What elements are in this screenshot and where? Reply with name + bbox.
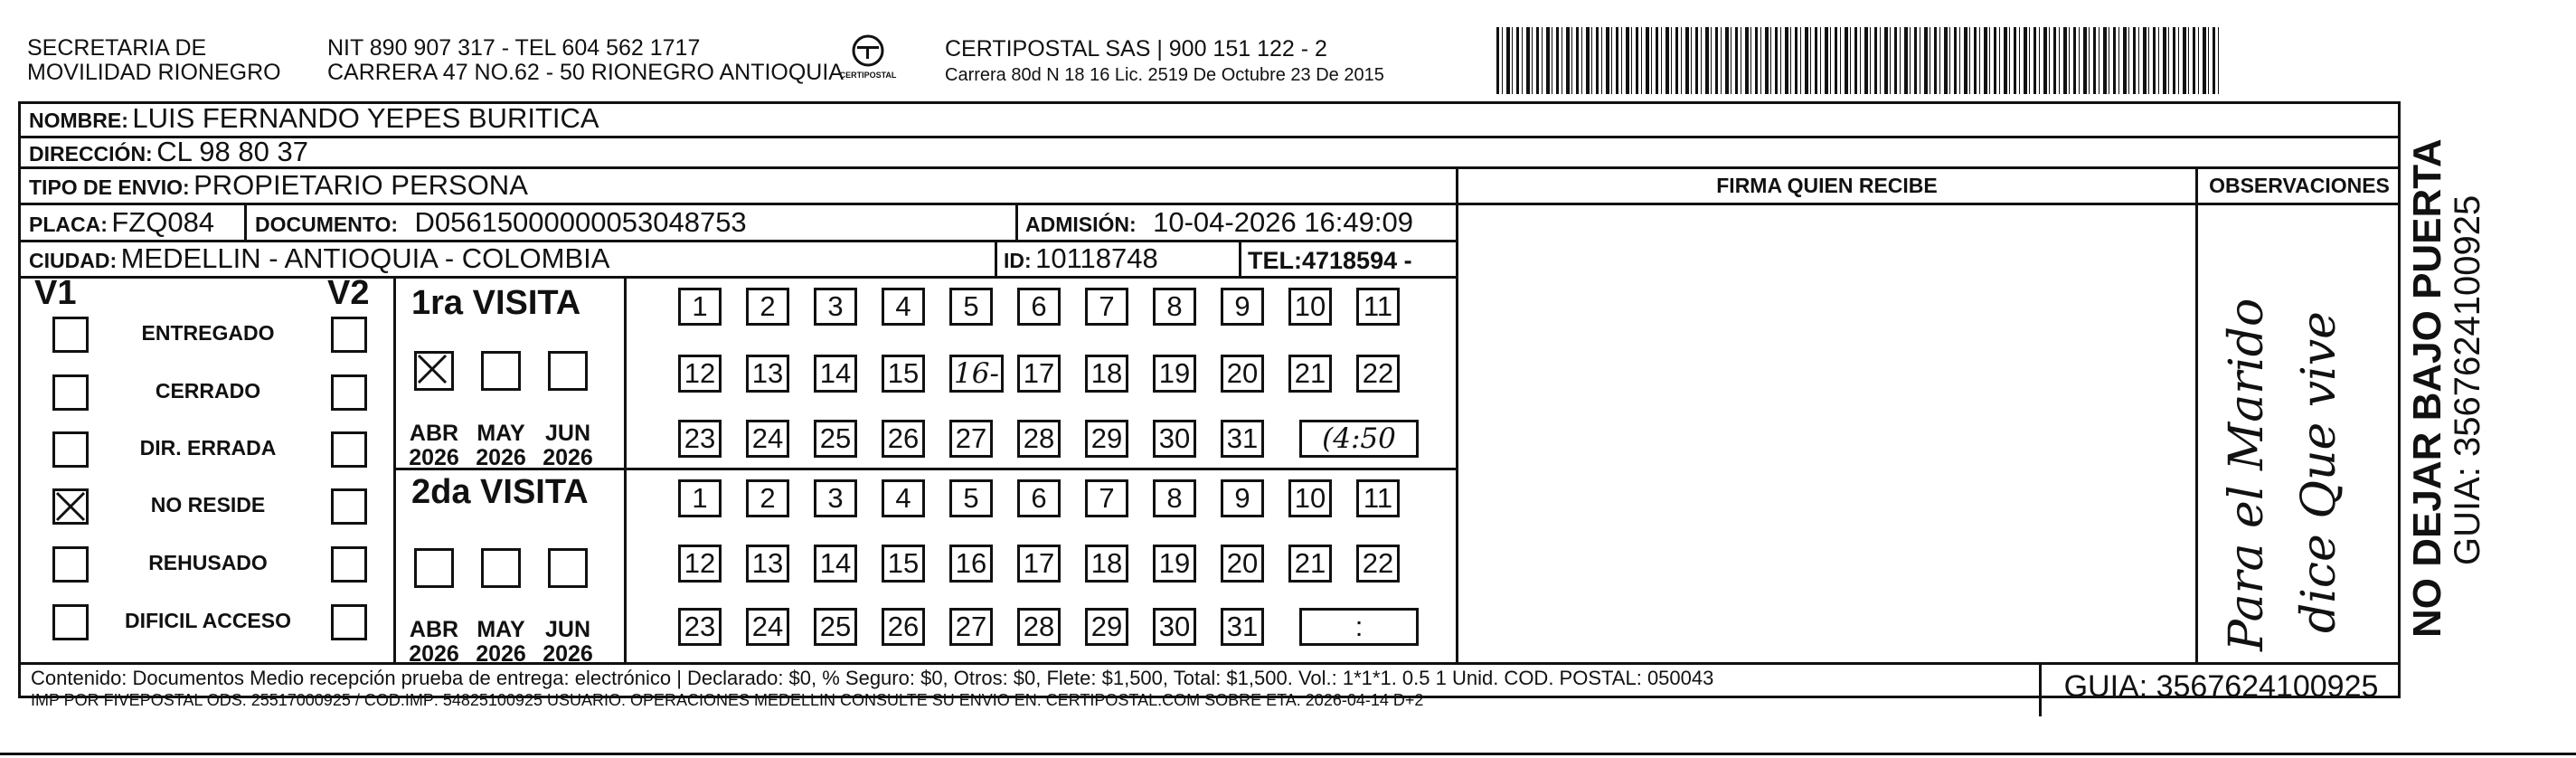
day-box[interactable]: 16- [949,355,1004,393]
obs-handwriting-right: dice Que vive [2292,311,2346,633]
org-address: CARRERA 47 NO.62 - 50 RIONEGRO ANTIOQUIA [327,60,844,85]
v1-checkbox[interactable] [52,374,89,411]
month-label: JUN 2026 [543,617,593,667]
certipostal-logo [830,33,906,90]
v2-checkbox[interactable] [331,604,367,640]
day-box[interactable]: 31 [1221,608,1264,646]
day-box[interactable]: 24 [746,608,789,646]
status-option-label: DIFICIL ACCESO [124,609,291,632]
day-box[interactable]: 28 [1017,420,1061,458]
svg-text:CERTIPOSTAL: CERTIPOSTAL [839,71,897,80]
day-box[interactable]: 18 [1085,545,1128,583]
signature-area[interactable] [1458,205,2195,662]
tipo-envio-label: TIPO DE ENVIO: [29,175,190,199]
day-box[interactable]: 19 [1153,545,1196,583]
tel-value: TEL:4718594 - [1248,247,1412,274]
day-box[interactable]: 27 [949,608,993,646]
day-box[interactable]: 23 [678,420,722,458]
day-box[interactable]: 10 [1288,288,1332,326]
day-box[interactable]: 5 [949,479,993,517]
v1-checkbox[interactable] [52,317,89,353]
direccion-value: CL 98 80 37 [156,136,308,167]
day-box[interactable]: 7 [1085,288,1128,326]
day-box[interactable]: 8 [1153,479,1196,517]
nombre-label: NOMBRE: [29,109,128,132]
v2-checkbox[interactable] [331,317,367,353]
day-box[interactable]: 16 [949,545,993,583]
org-line-1: SECRETARIA DE [27,35,207,61]
month-checkbox[interactable] [481,351,521,391]
day-box[interactable]: 3 [814,479,857,517]
day-box[interactable]: 19 [1153,355,1196,393]
day-box[interactable]: 20 [1221,545,1264,583]
barcode [1496,27,2220,94]
placa-value: FZQ084 [111,206,215,238]
nombre-value: LUIS FERNANDO YEPES BURITICA [132,102,599,134]
status-option-label: ENTREGADO [141,321,275,345]
day-box[interactable]: 10 [1288,479,1332,517]
day-box[interactable]: 23 [678,608,722,646]
placa-field [29,204,214,246]
check-x-icon [55,491,86,522]
month-label: JUN 2026 [543,421,593,470]
day-box[interactable]: 30 [1153,420,1196,458]
day-box[interactable]: 21 [1288,355,1332,393]
v2-heading: V2 [327,274,370,312]
day-box[interactable]: 17 [1017,355,1061,393]
id-value: 10118748 [1035,242,1158,274]
month-label: ABR 2026 [409,617,459,667]
day-box[interactable]: 5 [949,288,993,326]
documento-value: D05615000000053048753 [414,206,747,238]
month-checkbox[interactable] [548,548,588,588]
day-box[interactable]: 14 [814,545,857,583]
day-box[interactable]: 21 [1288,545,1332,583]
day-box[interactable]: 28 [1017,608,1061,646]
admision-value: 10-04-2026 16:49:09 [1153,206,1413,238]
day-box[interactable]: 25 [814,608,857,646]
id-label: ID: [1004,249,1032,272]
day-box[interactable]: 15 [882,355,925,393]
day-box[interactable]: 3 [814,288,857,326]
firma-heading: FIRMA QUIEN RECIBE [1716,174,1938,197]
direccion-label: DIRECCIÓN: [29,142,153,166]
day-box[interactable]: 11 [1356,479,1400,517]
side-guia: GUIA: 3567624100925 [2448,194,2487,565]
month-checkbox[interactable] [481,548,521,588]
day-box[interactable]: 24 [746,420,789,458]
tipo-envio-value: PROPIETARIO PERSONA [193,169,528,201]
day-box[interactable]: 13 [746,355,789,393]
observaciones-heading: OBSERVACIONES [2209,174,2390,197]
v2-checkbox[interactable] [331,431,367,468]
month-checkbox[interactable] [548,351,588,391]
status-option-label: REHUSADO [148,551,268,574]
day-box[interactable]: 1 [678,288,722,326]
day-box[interactable]: 25 [814,420,857,458]
day-box[interactable]: 6 [1017,288,1061,326]
v2-checkbox[interactable] [331,546,367,583]
footer-guia: GUIA: 3567624100925 [2063,669,2379,704]
day-box[interactable]: 12 [678,545,722,583]
day-box[interactable]: 4 [882,479,925,517]
ciudad-label: CIUDAD: [29,249,118,272]
day-box[interactable]: 6 [1017,479,1061,517]
day-box[interactable]: 30 [1153,608,1196,646]
day-box[interactable]: 8 [1153,288,1196,326]
day-box[interactable]: 7 [1085,479,1128,517]
v1-checkbox[interactable] [52,546,89,583]
ciudad-value: MEDELLIN - ANTIOQUIA - COLOMBIA [120,242,610,274]
no-dejar-bajo-puerta: NO DEJAR BAJO PUERTA [2405,138,2449,638]
day-box[interactable]: 18 [1085,355,1128,393]
nit-line: NIT 890 907 317 - TEL 604 562 1717 [327,35,701,61]
contenido-line: Contenido: Documentos Medio recepción prueba de entrega: electrónico | Declarado: $0, % Seguro: $0, Otros: $0, Flete: $1,500, Total: $1,500. Vol.: 1*1*1. 0.5 1 Unid. COD. POSTAL: 050043 [31,667,1714,689]
v1-checkbox[interactable] [52,604,89,640]
obs-handwriting-left: Para el Marido [2220,298,2274,651]
placa-label: PLACA: [29,213,108,236]
month-label: ABR 2026 [409,421,459,470]
day-box[interactable]: 12 [678,355,722,393]
v2-checkbox[interactable] [331,488,367,525]
day-box[interactable]: 31 [1221,420,1264,458]
time-box[interactable]: (4:50 [1299,420,1419,458]
day-box[interactable]: 4 [882,288,925,326]
month-label: MAY 2026 [476,617,526,667]
day-box[interactable]: 26 [882,420,925,458]
day-box[interactable]: 29 [1085,608,1128,646]
day-box[interactable]: 13 [746,545,789,583]
status-option-label: DIR. ERRADA [139,436,277,460]
visita1-heading: 1ra VISITA [411,284,581,322]
carrier-line-1: CERTIPOSTAL SAS | 900 151 122 - 2 [945,36,1327,62]
day-box[interactable]: 29 [1085,420,1128,458]
day-box[interactable]: 9 [1221,288,1264,326]
month-label: MAY 2026 [476,421,526,470]
day-box[interactable]: 11 [1356,288,1400,326]
org-line-2: MOVILIDAD RIONEGRO [27,60,281,85]
status-option-label: CERRADO [155,379,261,403]
org-contact [327,36,844,85]
day-box[interactable]: 9 [1221,479,1264,517]
day-box[interactable]: 22 [1356,545,1400,583]
id-field [1004,242,1158,281]
v1-heading: V1 [34,274,77,312]
day-box[interactable]: 14 [814,355,857,393]
day-box[interactable]: 22 [1356,355,1400,393]
day-box[interactable]: 2 [746,288,789,326]
ciudad-field [29,242,609,281]
carrier-info [945,36,1384,86]
v1-checkbox[interactable] [52,488,89,525]
check-x-icon [417,354,448,384]
day-box[interactable]: 20 [1221,355,1264,393]
month-checkbox[interactable] [414,548,454,588]
documento-field [255,204,747,246]
status-option-label: NO RESIDE [150,493,266,516]
time-box[interactable]: : [1299,608,1419,646]
org-name [27,36,281,85]
day-box[interactable]: 17 [1017,545,1061,583]
admision-field [1025,204,1413,246]
documento-label: DOCUMENTO: [255,213,399,236]
carrier-line-2: Carrera 80d N 18 16 Lic. 2519 De Octubre 23 De 2015 [945,65,1384,85]
day-box[interactable]: 27 [949,420,993,458]
admision-label: ADMISIÓN: [1025,213,1137,236]
day-box[interactable]: 1 [678,479,722,517]
day-box[interactable]: 2 [746,479,789,517]
month-checkbox[interactable] [414,351,454,391]
day-box[interactable]: 26 [882,608,925,646]
tipo-envio-row [29,168,528,208]
visita2-heading: 2da VISITA [411,473,589,511]
day-box[interactable]: 15 [882,545,925,583]
v2-checkbox[interactable] [331,374,367,411]
imp-line: IMP POR FIVEPOSTAL ODS: 25517000925 / COD.IMP: 54825100925 USUARIO: OPERACIONES MEDELLIN CONSULTE SU ENVIO EN: CERTIPOSTAL.COM SOBRE ETA: 2026-04-14 D+2 [31,691,1424,709]
v1-checkbox[interactable] [52,431,89,468]
footer-info [31,667,1713,712]
